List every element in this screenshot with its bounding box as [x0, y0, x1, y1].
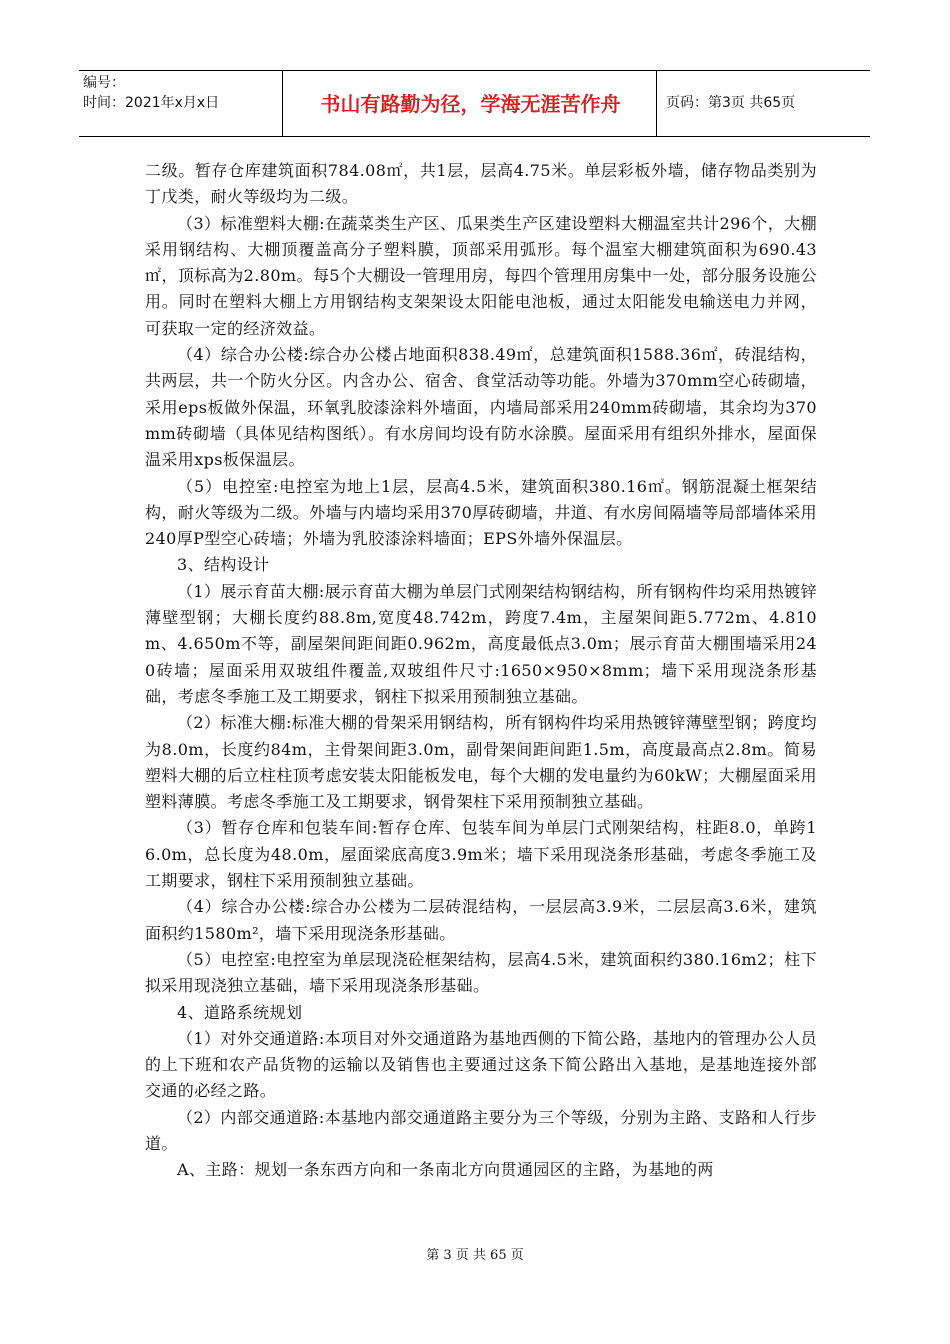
- section-heading: 3、结构设计: [177, 555, 270, 575]
- document-number-label: 编号：: [83, 75, 125, 91]
- paragraph: （1）展示育苗大棚:展示育苗大棚为单层门式刚架结构钢结构，所有钢构件均采用热镀锌薄壁型钢；大棚长度约88.8m,宽度48.742m，跨度7.4m，主屋架间距5.772m、4.810m、4.650m不等，副屋架间距间距0.962m，高度最低点3.0m；展示育苗大棚围墙采用240砖墙；屋面采用双玻组件覆盖,双玻组件尺寸:1650×950×8mm；墙下采用现浇条形基础，考虑冬季施工及工期要求，钢柱下拟采用预制独立基础。: [145, 581, 817, 706]
- paragraph: （2）标准大棚:标准大棚的骨架采用钢结构，所有钢构件均采用热镀锌薄壁型钢；跨度均为8.0m，长度约84m，主骨架间距3.0m，副骨架间距间距1.5m，高度最高点2.8m。简易塑料大棚的后立柱柱顶考虑安装太阳能板发电，每个大棚的发电量约为60kW；大棚屋面采用塑料薄膜。考虑冬季施工及工期要求，钢骨架柱下采用预制独立基础。: [145, 713, 817, 812]
- paragraph: A、主路：规划一条东西方向和一条南北方向贯通园区的主路，为基地的两: [177, 1160, 714, 1180]
- paragraph: （4）综合办公楼:综合办公楼为二层砖混结构，一层层高3.9米，二层层高3.6米，建筑面积约1580m²，墙下采用现浇条形基础。: [145, 897, 817, 943]
- paragraph: （2）内部交通道路:本基地内部交通道路主要分为三个等级，分别为主路、支路和人行步道。: [145, 1107, 817, 1153]
- paragraph: （3）暂存仓库和包装车间:暂存仓库、包装车间为单层门式刚架结构，柱距8.0，单跨16.0m，总长度为48.0m，屋面梁底高度3.9m米；墙下采用现浇条形基础，考虑冬季施工及工期要求，钢柱下采用预制独立基础。: [145, 818, 817, 891]
- page-footer: 第 3 页 共 65 页: [426, 1248, 524, 1263]
- paragraph: （3）标准塑料大棚:在蔬菜类生产区、瓜果类生产区建设塑料大棚温室共计296个，大棚采用钢结构、大棚顶覆盖高分子塑料膜，顶部采用弧形。每个温室大棚建筑面积为690.43㎡，顶标高为2.80m。每5个大棚设一管理用房，每四个管理用房集中一处，部分服务设施公用。同时在塑料大棚上方用钢结构支架架设太阳能电池板，通过太阳能发电输送电力并网，可获取一定的经济效益。: [145, 213, 817, 338]
- page-header: [79, 70, 870, 137]
- header-meta: [83, 73, 283, 113]
- paragraph: 二级。暂存仓库建筑面积784.08㎡，共1层，层高4.75米。单层彩板外墙，储存物品类别为丁戊类，耐火等级均为二级。: [145, 161, 817, 207]
- paragraph: （1）对外交通道路:本项目对外交通道路为基地西侧的下简公路，基地内的管理办公人员的上下班和农产品货物的运输以及销售也主要通过这条下简公路出入基地，是基地连接外部交通的必经之路。: [145, 1028, 817, 1101]
- paragraph: （5）电控室:电控室为地上1层，层高4.5米，建筑面积380.16㎡。钢筋混凝土框架结构，耐火等级为二级。外墙与内墙均采用370厚砖砌墙，井道、有水房间隔墙等局部墙体采用240厚P型空心砖墙；外墙为乳胶漆涂料墙面；EPS外墙外保温层。: [145, 476, 817, 549]
- section-heading: 4、道路系统规划: [177, 1002, 303, 1022]
- header-page-number: 页码：第3页 共65页: [666, 95, 796, 111]
- header-divider-left: [282, 71, 283, 136]
- header-divider-right: [656, 71, 657, 136]
- document-body: [145, 158, 817, 1184]
- paragraph: （5）电控室:电控室为单层现浇砼框架结构，层高4.5米，建筑面积约380.16m2；柱下拟采用现浇独立基础，墙下采用现浇条形基础。: [145, 949, 817, 996]
- document-date-label: 时间：2021年x月x日: [83, 95, 220, 111]
- header-motto: 书山有路勤为径，学海无涯苦作舟: [320, 92, 621, 116]
- paragraph: （4）综合办公楼:综合办公楼占地面积838.49㎡，总建筑面积1588.36㎡，砖混结构，共两层，共一个防火分区。内含办公、宿舍、食堂活动等功能。外墙为370mm空心砖砌墙，采用eps板做外保温，环氧乳胶漆涂料外墙面，内墙局部采用240mm砖砌墙，其余均为370mm砖砌墙（具体见结构图纸）。有水房间均设有防水涂膜。屋面采用有组织外排水，屋面保温采用xps板保温层。: [145, 345, 817, 470]
